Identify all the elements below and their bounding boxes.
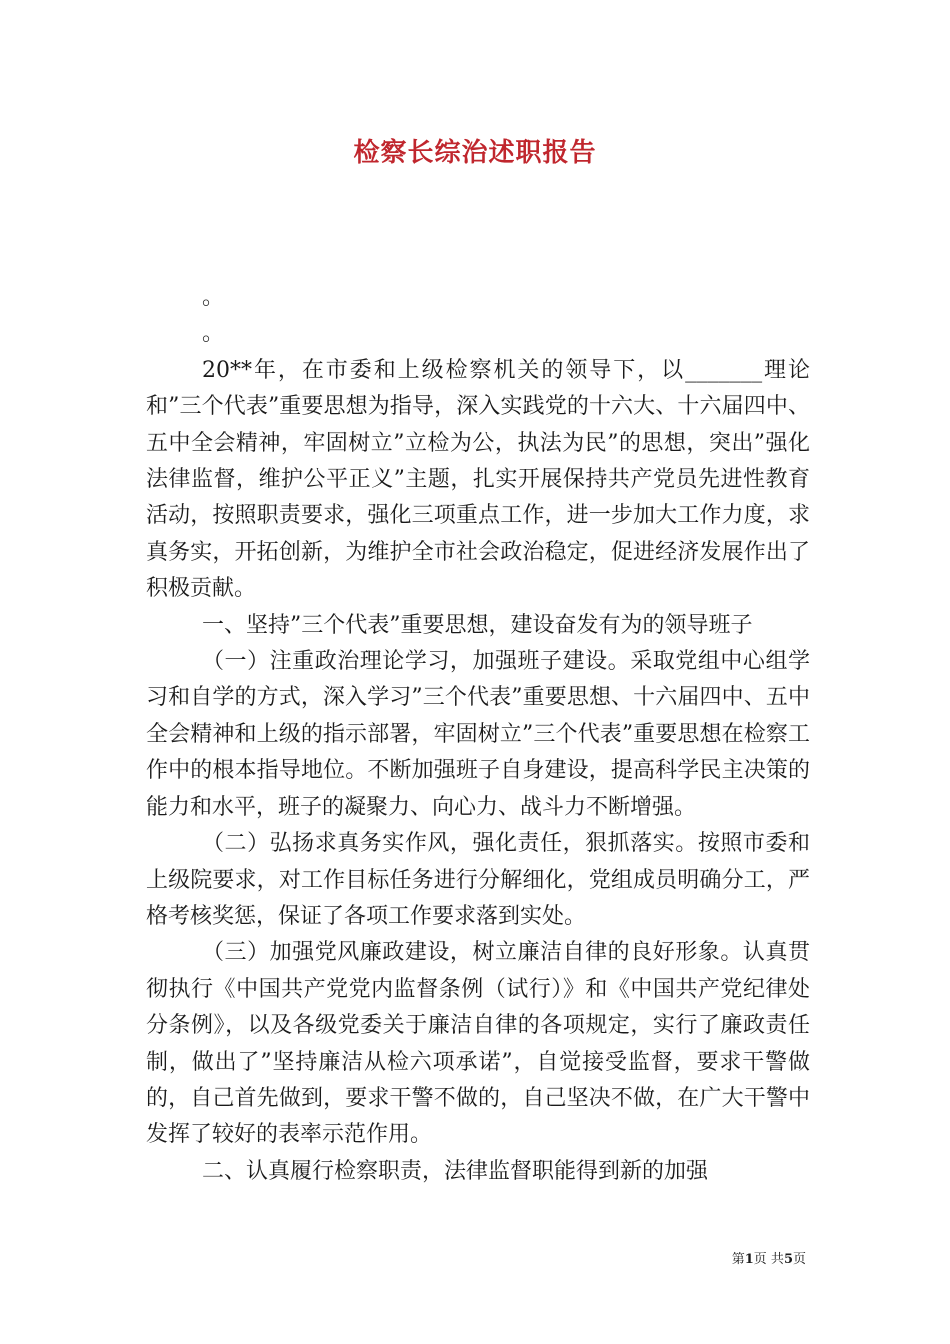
- document-title: 检察长综治述职报告: [353, 138, 597, 168]
- page-footer: [732, 1248, 806, 1267]
- footer-prefix: 第: [731, 1252, 745, 1267]
- footer-suffix: 页: [792, 1252, 806, 1267]
- paragraph-marker: 。: [202, 285, 225, 310]
- document-body: [146, 280, 810, 1190]
- paragraph-1-2: （二）弘扬求真务实作风，强化责任，狠抓落实。按照市委和上级院要求，对工作目标任务进行分解细化，党组成员明确分工，严格考核奖惩，保证了各项工作要求落到实处。: [146, 831, 810, 929]
- paragraph-marker: 。: [202, 321, 225, 347]
- paragraph-1-1: （一）注重政治理论学习，加强班子建设。采取党组中心组学习和自学的方式，深入学习”三个代表”重要思想、十六届四中、五中全会精神和上级的指示部署，牢固树立”三个代表”重要思想在检察工作中的根本指导地位。不断加强班子自身建设，提高科学民主决策的能力和水平，班子的凝聚力、向心力、战斗力不断增强。: [146, 649, 810, 820]
- section-heading-2: 二、认真履行检察职责，法律监督职能得到新的加强: [202, 1158, 709, 1184]
- paragraph-intro: 20**年，在市委和上级检察机关的领导下，以_______理论和”三个代表”重要思想为指导，深入实践党的十六大、十六届四中、五中全会精神，牢固树立”立检为公，执法为民”的思想，突出”强化法律监督，维护公平正义”主题，扎实开展保持共产党员先进性教育活动，按照职责要求，强化三项重点工作，进一步加大工作力度，求真务实，开拓创新，为维护全市社会政治稳定，促进经济发展作出了积极贡献。: [146, 357, 810, 602]
- footer-middle: 页 共: [753, 1252, 784, 1267]
- footer-total-pages: 5: [783, 1252, 793, 1267]
- footer-page-number: 1: [744, 1252, 754, 1267]
- paragraph-1-3: （三）加强党风廉政建设，树立廉洁自律的良好形象。认真贯彻执行《中国共产党党内监督条例（试行）》和《中国共产党纪律处分条例》，以及各级党委关于廉洁自律的各项规定，实行了廉政责任制，做出了”坚持廉洁从检六项承诺”，自觉接受监督，要求干警做的，自己首先做到，要求干警不做的，自己坚决不做，在广大干警中发挥了较好的表率示范作用。: [146, 940, 810, 1148]
- section-heading-1: 一、坚持”三个代表”重要思想，建设奋发有为的领导班子: [202, 612, 753, 638]
